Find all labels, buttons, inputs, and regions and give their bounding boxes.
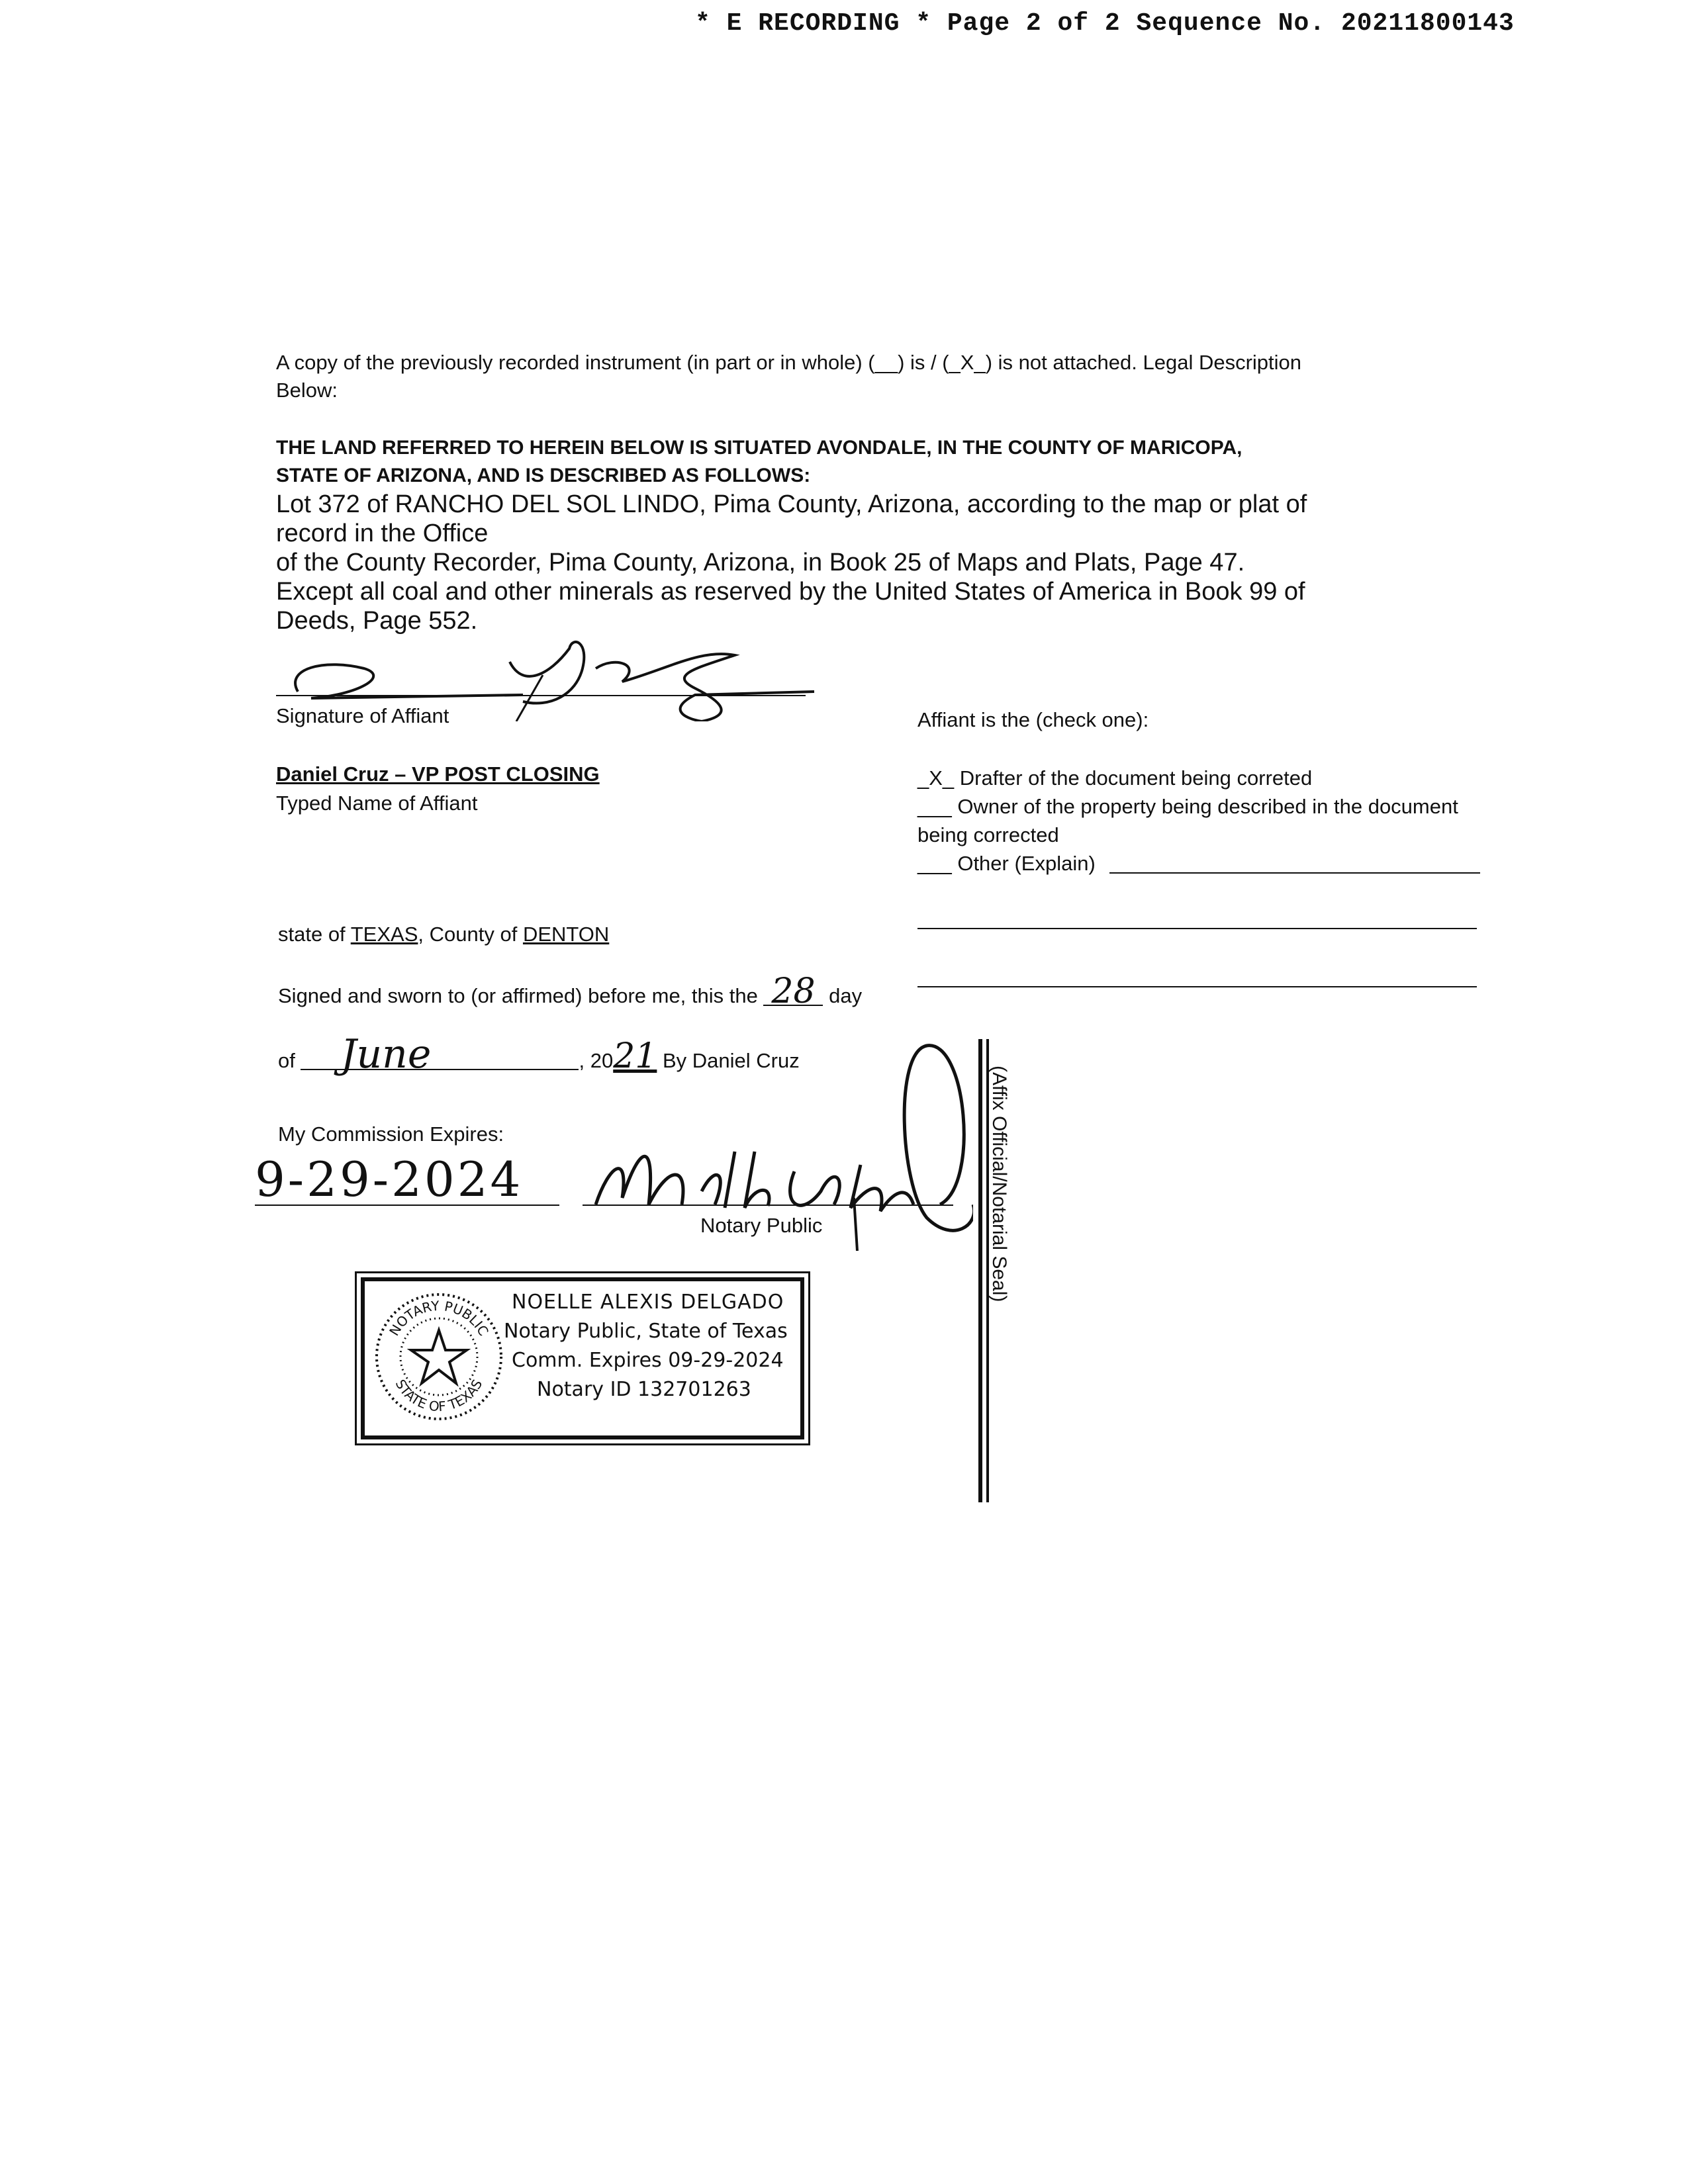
seal-top-text: NOTARY PUBLIC xyxy=(386,1297,492,1339)
county-prefix: , County of xyxy=(418,923,518,946)
seal-area-rule xyxy=(978,1039,982,1502)
year-prefix: , 20 xyxy=(579,1049,614,1072)
legal-description xyxy=(276,490,1307,635)
commission-line xyxy=(255,1205,559,1206)
legal-desc-line-4: Except all coal and other minerals as reserved by the United States of America in Book 99 of xyxy=(276,578,1305,606)
typed-name-label: Typed Name of Affiant xyxy=(276,792,478,815)
handwritten-day: 28 xyxy=(763,978,823,1006)
legal-desc-line-5: Deeds, Page 552. xyxy=(276,607,478,635)
legal-desc-line-2: record in the Office xyxy=(276,520,489,547)
seal-bottom-text: STATE OF TEXAS xyxy=(392,1377,486,1415)
stamp-commission-expires: Comm. Expires 09-29-2024 xyxy=(512,1349,784,1372)
option-owner: ___ Owner of the property being described in the document xyxy=(917,795,1458,818)
other-explain-line xyxy=(1109,872,1480,874)
stamp-notary-title: Notary Public, State of Texas xyxy=(504,1320,788,1343)
option-owner-cont: being corrected xyxy=(917,823,1059,846)
legal-heading-1: THE LAND REFERRED TO HEREIN BELOW IS SITUATED AVONDALE, IN THE COUNTY OF MARICOPA, xyxy=(276,437,1243,459)
legal-heading-2: STATE OF ARIZONA, AND IS DESCRIBED AS FOLLOWS: xyxy=(276,465,811,486)
svg-text:STATE OF TEXAS xyxy=(393,1377,486,1414)
venue-state: TEXAS xyxy=(350,923,418,946)
recording-header: * E RECORDING * Page 2 of 2 Sequence No. 20211800143 xyxy=(695,9,1515,38)
stamp-notary-id: Notary ID 132701263 xyxy=(537,1378,751,1401)
venue-county: DENTON xyxy=(522,923,610,946)
notary-public-label: Notary Public xyxy=(700,1214,823,1237)
commission-label: My Commission Expires: xyxy=(278,1122,504,1146)
state-prefix: state of xyxy=(278,923,346,946)
venue-line xyxy=(278,920,609,948)
affiant-typed-name: Daniel Cruz – VP POST CLOSING xyxy=(276,762,600,786)
option-drafter: _X_ Drafter of the document being correted xyxy=(917,766,1313,790)
notary-signature-line xyxy=(583,1205,953,1206)
handwritten-commission-date: 9-29-2024 xyxy=(255,1152,524,1207)
texas-seal-icon xyxy=(373,1291,505,1423)
signature-of-affiant-label: Signature of Affiant xyxy=(276,704,449,727)
handwritten-month: June xyxy=(301,1040,579,1070)
handwritten-year: 21 xyxy=(613,1036,657,1076)
intro-line-1: A copy of the previously recorded instrument (in part or in whole) (__) is / (_X_) is not attached. Legal Description xyxy=(276,351,1302,374)
by-signer: By Daniel Cruz xyxy=(663,1049,800,1072)
intro-line-2: Below: xyxy=(276,379,338,402)
option-other: ___ Other (Explain) xyxy=(917,852,1096,875)
sworn-prefix: Signed and sworn to (or affirmed) before me, this the xyxy=(278,984,758,1007)
legal-desc-line-1: Lot 372 of RANCHO DEL SOL LINDO, Pima County, Arizona, according to the map or plat of xyxy=(276,490,1307,518)
explain-line-2 xyxy=(917,928,1477,929)
affiant-signature-line xyxy=(276,695,806,696)
explain-line-3 xyxy=(917,986,1477,987)
stamp-text xyxy=(504,1288,788,1404)
sworn-line xyxy=(278,972,863,1011)
stamp-notary-name: NOELLE ALEXIS DELGADO xyxy=(512,1291,784,1314)
of-prefix: of xyxy=(278,1049,295,1072)
legal-desc-line-3: of the County Recorder, Pima County, Arizona, in Book 25 of Maps and Plats, Page 47. xyxy=(276,549,1245,576)
affiant-role-label: Affiant is the (check one): xyxy=(917,708,1149,731)
day-suffix: day xyxy=(829,984,863,1007)
affix-seal-label: (Affix Official/Notarial Seal) xyxy=(988,1066,1010,1302)
notary-stamp xyxy=(361,1277,804,1439)
